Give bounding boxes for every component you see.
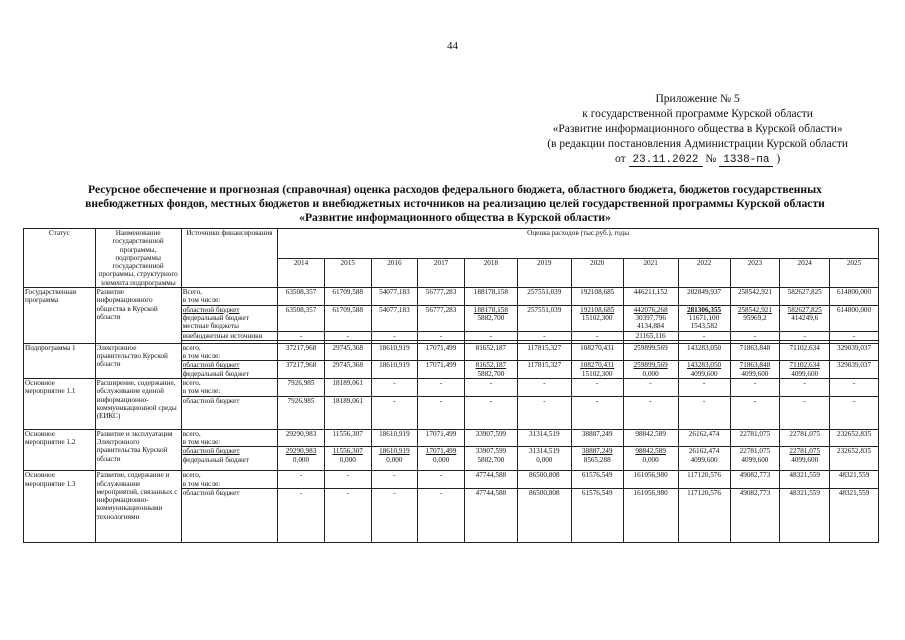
value-cell: 22781,075 bbox=[730, 429, 780, 447]
dash-cell: - bbox=[730, 396, 780, 429]
value-cell bbox=[278, 447, 325, 471]
value-cell bbox=[571, 305, 623, 331]
value-cell bbox=[371, 305, 418, 331]
row-name: Развитие информационного общества в Курской области bbox=[95, 288, 181, 344]
value-cell: 31314,519 bbox=[517, 429, 571, 447]
value-cell: 48321,559 bbox=[780, 471, 830, 489]
value-cell: 282849,937 bbox=[678, 288, 730, 306]
value-cell: 17071,499 bbox=[418, 429, 465, 447]
value-cell: 614800,000 bbox=[830, 288, 879, 306]
dash-cell: - bbox=[464, 331, 517, 340]
source-label: в том числе: bbox=[182, 479, 221, 488]
dash-cell: - bbox=[517, 379, 571, 397]
value-cell: 192108,685 bbox=[571, 288, 623, 306]
appendix-line-3: «Развитие информационного общества в Курской области» bbox=[552, 123, 843, 135]
value: 56777,283 bbox=[425, 305, 457, 314]
value: 281306,355 bbox=[686, 305, 722, 314]
value-cell: 61576,549 bbox=[571, 488, 623, 542]
value-cell: 29745,368 bbox=[324, 361, 371, 379]
value: 26162,474 bbox=[688, 447, 720, 456]
appendix-line-5 bbox=[547, 152, 848, 167]
header-status: Статус bbox=[24, 229, 96, 288]
value-cell: 11556,307 bbox=[324, 429, 371, 447]
dash-cell: - bbox=[678, 396, 730, 429]
value-cell bbox=[623, 447, 678, 471]
value-cell: 161056,980 bbox=[623, 488, 678, 542]
source-cell bbox=[181, 429, 277, 447]
document-title: Ресурсное обеспечение и прогнозная (справочная) оценка расходов федерального бюджета, областного бюджета, бюджетов государственных внебюджетных фондов, местных бюджетов и внебюджетных источников на реализацию целей государственной программы Курской области «Развитие информационного общества в Курской области» bbox=[85, 183, 825, 224]
source-cell bbox=[181, 288, 277, 306]
value-cell bbox=[464, 361, 517, 379]
value-cell bbox=[464, 447, 517, 471]
value-cell: 48321,559 bbox=[780, 488, 830, 542]
source-label: местные бюджеты bbox=[182, 322, 239, 331]
source-label: федеральный бюджет bbox=[182, 455, 249, 464]
value-cell: 81652,187 bbox=[464, 343, 517, 361]
value-cell: 18610,919 bbox=[371, 429, 418, 447]
value: 31314,519 bbox=[529, 447, 560, 456]
value-cell bbox=[371, 447, 418, 471]
value: 29290,983 bbox=[285, 447, 317, 456]
dash-cell: - bbox=[418, 331, 465, 340]
value: 614800,000 bbox=[836, 305, 872, 314]
appendix-line-4: (в редакции постановления Администрации Курской области bbox=[547, 138, 848, 150]
value-cell: 33907,599 bbox=[464, 429, 517, 447]
dash-cell: - bbox=[278, 471, 325, 489]
dash-cell: - bbox=[730, 331, 780, 340]
value-cell: 117120,576 bbox=[678, 471, 730, 489]
value: 22781,075 bbox=[739, 447, 771, 456]
source-label: Всего, bbox=[182, 288, 203, 297]
value: 5882,700 bbox=[477, 455, 505, 464]
value: 4099,600 bbox=[791, 455, 819, 464]
value: 61709,588 bbox=[332, 305, 363, 314]
value-cell: 61576,549 bbox=[571, 471, 623, 489]
value: 257551,039 bbox=[527, 305, 562, 314]
value-cell: 108270,431 bbox=[571, 343, 623, 361]
header-year: 2024 bbox=[780, 258, 830, 288]
dash-cell: - bbox=[830, 379, 879, 397]
value-cell: 17071,499 bbox=[418, 361, 465, 379]
value-cell: 259899,569 bbox=[623, 343, 678, 361]
value-cell bbox=[517, 447, 571, 471]
source-cell bbox=[181, 361, 277, 379]
row-status: Основное мероприятие 1.3 bbox=[24, 471, 96, 543]
value-cell: 37217,968 bbox=[278, 343, 325, 361]
value: 11556,307 bbox=[332, 447, 363, 456]
header-year: 2021 bbox=[623, 258, 678, 288]
value: 81652,187 bbox=[475, 361, 507, 370]
value-cell bbox=[730, 447, 780, 471]
value-cell: 329039,037 bbox=[830, 343, 879, 361]
value-cell: 63508,357 bbox=[278, 288, 325, 306]
value-cell: 446211,152 bbox=[623, 288, 678, 306]
value-cell: 38887,249 bbox=[571, 429, 623, 447]
value-cell bbox=[730, 361, 780, 379]
value-cell: 86500,808 bbox=[517, 488, 571, 542]
dash-cell: - bbox=[418, 396, 465, 429]
value: 0,000 bbox=[642, 369, 659, 378]
row-name: Развитие, содержание и обслуживание мероприятий, связанных с информационно-коммуникационными технологиями bbox=[95, 471, 181, 543]
dash-cell: - bbox=[678, 379, 730, 397]
value: 4099,600 bbox=[690, 369, 718, 378]
value: 258542,921 bbox=[737, 305, 772, 314]
value: 442076,268 bbox=[633, 305, 668, 314]
value: 5882,700 bbox=[477, 369, 505, 378]
dash-cell: - bbox=[780, 396, 830, 429]
dash-cell: - bbox=[678, 331, 730, 340]
dash-cell: - bbox=[464, 396, 517, 429]
value: 4134,884 bbox=[637, 322, 665, 331]
dash-cell: - bbox=[571, 379, 623, 397]
value: 4099,600 bbox=[791, 369, 819, 378]
value: 8565,288 bbox=[583, 455, 611, 464]
table-row bbox=[24, 429, 879, 447]
value: 0,000 bbox=[339, 455, 356, 464]
value-cell: 26162,474 bbox=[678, 429, 730, 447]
value: 1543,582 bbox=[690, 322, 718, 331]
dash-cell: - bbox=[780, 331, 830, 340]
source-cell bbox=[181, 305, 277, 331]
dash-cell: - bbox=[830, 331, 879, 340]
source-cell: областной бюджет bbox=[181, 396, 277, 429]
row-name: Электронное правительство Курской области bbox=[95, 343, 181, 378]
value: 38887,249 bbox=[581, 447, 613, 456]
value-cell: 7926,985 bbox=[278, 379, 325, 397]
value: 0,000 bbox=[536, 455, 553, 464]
value-cell: 17071,499 bbox=[418, 343, 465, 361]
value-cell: 54077,183 bbox=[371, 288, 418, 306]
dash-cell: - bbox=[730, 379, 780, 397]
dash-cell: - bbox=[371, 331, 418, 340]
row-status: Подпрограмма 1 bbox=[24, 343, 96, 378]
header-year: 2022 bbox=[678, 258, 730, 288]
header-year: 2016 bbox=[371, 258, 418, 288]
value: 15102,300 bbox=[581, 369, 613, 378]
value-cell bbox=[418, 305, 465, 331]
value-cell: 98842,589 bbox=[623, 429, 678, 447]
value-cell bbox=[730, 305, 780, 331]
source-label: всего, bbox=[182, 471, 201, 480]
value-cell: 56777,283 bbox=[418, 288, 465, 306]
value-cell bbox=[678, 361, 730, 379]
value: 54077,183 bbox=[379, 305, 410, 314]
source-label: всего, bbox=[182, 429, 201, 438]
value-cell: 117815,327 bbox=[517, 361, 571, 379]
header-year: 2025 bbox=[830, 258, 879, 288]
value-cell: 49082,773 bbox=[730, 488, 780, 542]
value-cell: 161056,980 bbox=[623, 471, 678, 489]
header-year: 2020 bbox=[571, 258, 623, 288]
value-cell: 7926,985 bbox=[278, 396, 325, 429]
value-cell: 258542,921 bbox=[730, 288, 780, 306]
appendix-line-1: Приложение № 5 bbox=[655, 93, 740, 105]
value-cell: 48321,559 bbox=[830, 471, 879, 489]
value-cell bbox=[464, 305, 517, 331]
dash-cell: - bbox=[371, 379, 418, 397]
dash-cell: - bbox=[571, 331, 623, 340]
value-cell bbox=[571, 447, 623, 471]
appendix-line-2: к государственной программе Курской области bbox=[582, 108, 813, 120]
dash-cell: - bbox=[324, 488, 371, 542]
value: 98842,589 bbox=[635, 447, 666, 456]
dash-cell: - bbox=[371, 488, 418, 542]
source-label: федеральный бюджет bbox=[182, 313, 249, 322]
table-row bbox=[24, 288, 879, 306]
dash-cell: - bbox=[278, 331, 325, 340]
value-cell: 29290,983 bbox=[278, 429, 325, 447]
source-label: федеральный бюджет bbox=[182, 369, 249, 378]
value-cell bbox=[324, 447, 371, 471]
value-cell bbox=[278, 305, 325, 331]
dash-cell: - bbox=[830, 396, 879, 429]
value: 17071,499 bbox=[425, 447, 457, 456]
value-cell: 47744,588 bbox=[464, 471, 517, 489]
source-cell bbox=[181, 343, 277, 361]
value-cell: 71863,848 bbox=[730, 343, 780, 361]
dash-cell: - bbox=[418, 471, 465, 489]
value: 18610,919 bbox=[379, 447, 410, 456]
source-cell: областной бюджет bbox=[181, 488, 277, 542]
value: 33907,599 bbox=[475, 447, 507, 456]
row-status: Основное мероприятие 1.1 bbox=[24, 379, 96, 430]
value-cell: 188178,158 bbox=[464, 288, 517, 306]
value-cell: 86500,808 bbox=[517, 471, 571, 489]
source-label: всего, bbox=[182, 343, 201, 352]
value-cell bbox=[517, 305, 571, 331]
value: 0,000 bbox=[292, 455, 310, 464]
source-label: в том числе: bbox=[182, 437, 221, 446]
value-cell bbox=[780, 447, 830, 471]
value: 108270,431 bbox=[580, 361, 615, 370]
header-year: 2017 bbox=[418, 258, 465, 288]
value: 11671,100 bbox=[688, 313, 720, 322]
source-cell bbox=[181, 471, 277, 489]
resource-table bbox=[23, 228, 879, 543]
value-cell: 18189,061 bbox=[324, 379, 371, 397]
value: 15102,300 bbox=[581, 313, 613, 322]
value-cell bbox=[830, 447, 879, 471]
dash-cell: - bbox=[324, 331, 371, 340]
value-cell bbox=[678, 447, 730, 471]
source-cell: внебюджетные источники bbox=[181, 331, 277, 340]
value-cell: 29745,368 bbox=[324, 343, 371, 361]
value-cell bbox=[780, 361, 830, 379]
value-cell: 61709,588 bbox=[324, 288, 371, 306]
dash-cell: - bbox=[324, 471, 371, 489]
source-label: всего, bbox=[182, 379, 201, 388]
table-row bbox=[24, 343, 879, 361]
value: 95969,2 bbox=[743, 313, 767, 322]
source-label: в том числе: bbox=[182, 352, 221, 361]
value-cell: 329039,037 bbox=[830, 361, 879, 379]
value: 143283,050 bbox=[686, 361, 722, 370]
row-name: Расширение, содержание, обслуживание единой информационно-коммуникационной среды (ЕИКС) bbox=[95, 379, 181, 430]
row-name: Развитие и эксплуатация Электронного правительства Курской области bbox=[95, 429, 181, 471]
value-cell bbox=[678, 305, 730, 331]
dash-cell: - bbox=[517, 396, 571, 429]
value: 71863,848 bbox=[739, 361, 771, 370]
value: 582627,825 bbox=[787, 305, 822, 314]
dash-cell: - bbox=[371, 471, 418, 489]
value-cell: 48321,559 bbox=[830, 488, 879, 542]
source-cell bbox=[181, 379, 277, 397]
value-cell: 257551,039 bbox=[517, 288, 571, 306]
value-cell bbox=[324, 305, 371, 331]
header-estimate: Оценка расходов (тыс.руб.), годы bbox=[278, 229, 879, 259]
dash-cell: - bbox=[623, 379, 678, 397]
value: 414249,6 bbox=[791, 313, 819, 322]
value-cell: 18610,919 bbox=[371, 343, 418, 361]
number-label: № bbox=[705, 153, 717, 165]
dash-cell: - bbox=[623, 396, 678, 429]
page-number: 44 bbox=[447, 40, 458, 52]
close-paren: ) bbox=[776, 153, 781, 165]
value-cell: 22781,075 bbox=[780, 429, 830, 447]
value: 4099,600 bbox=[690, 455, 718, 464]
decree-number: 1338-па bbox=[719, 154, 773, 167]
value: 22781,075 bbox=[789, 447, 820, 456]
value: 4099,600 bbox=[741, 369, 769, 378]
from-label: от bbox=[615, 153, 626, 165]
value-cell: 47744,588 bbox=[464, 488, 517, 542]
value-cell: 143283,050 bbox=[678, 343, 730, 361]
source-label: областной бюджет bbox=[182, 447, 240, 456]
dash-cell: - bbox=[571, 396, 623, 429]
value: 30397,796 bbox=[635, 313, 666, 322]
value: 188178,158 bbox=[473, 305, 508, 314]
source-label: в том числе: bbox=[182, 296, 221, 305]
value: 5882,700 bbox=[477, 313, 505, 322]
source-label: в том числе: bbox=[182, 387, 221, 396]
header-year: 2023 bbox=[730, 258, 780, 288]
header-source: Источники финансирования bbox=[181, 229, 277, 288]
row-status: Государственная программа bbox=[24, 288, 96, 344]
row-status: Основное мероприятие 1.2 bbox=[24, 429, 96, 471]
value-cell: 49082,773 bbox=[730, 471, 780, 489]
dash-cell: - bbox=[464, 379, 517, 397]
header-name: Наименование государственной программы, подпрограммы государственной программы, структурного элемента подпрограммы bbox=[95, 229, 181, 288]
value-cell: 18610,919 bbox=[371, 361, 418, 379]
value: 259899,569 bbox=[633, 361, 668, 370]
value-cell: 117815,327 bbox=[517, 343, 571, 361]
dash-cell: - bbox=[418, 379, 465, 397]
value: 63508,357 bbox=[285, 305, 317, 314]
appendix-block bbox=[547, 92, 848, 167]
header-year: 2019 bbox=[517, 258, 571, 288]
value-cell bbox=[623, 361, 678, 379]
value: 232652,835 bbox=[836, 447, 872, 456]
value-cell: 232652,835 bbox=[830, 429, 879, 447]
source-cell bbox=[181, 447, 277, 471]
header-year: 2015 bbox=[324, 258, 371, 288]
header-row-1 bbox=[24, 229, 879, 259]
value-cell: 21165,116 bbox=[623, 331, 678, 340]
value: 0,000 bbox=[386, 455, 403, 464]
header-year: 2018 bbox=[464, 258, 517, 288]
value-cell: 37217,968 bbox=[278, 361, 325, 379]
dash-cell: - bbox=[418, 488, 465, 542]
table-row bbox=[24, 471, 879, 489]
value-cell: 582627,825 bbox=[780, 288, 830, 306]
source-label: областной бюджет bbox=[182, 361, 240, 370]
value: 0,000 bbox=[432, 455, 450, 464]
value-cell: 71102,634 bbox=[780, 343, 830, 361]
value-cell: 18189,061 bbox=[324, 396, 371, 429]
dash-cell: - bbox=[371, 396, 418, 429]
value: 0,000 bbox=[642, 455, 659, 464]
table-row bbox=[24, 379, 879, 397]
value-cell bbox=[623, 305, 678, 331]
source-label: областной бюджет bbox=[182, 305, 240, 314]
value: 192108,685 bbox=[580, 305, 615, 314]
dash-cell: - bbox=[780, 379, 830, 397]
value: 4099,600 bbox=[741, 455, 769, 464]
value: 71102,634 bbox=[789, 361, 820, 370]
value-cell bbox=[418, 447, 465, 471]
dash-cell: - bbox=[517, 331, 571, 340]
dash-cell: - bbox=[278, 488, 325, 542]
value-cell bbox=[571, 361, 623, 379]
value-cell bbox=[830, 305, 879, 331]
decree-date: 23.11.2022 bbox=[629, 154, 703, 167]
header-year: 2014 bbox=[278, 258, 325, 288]
value-cell bbox=[780, 305, 830, 331]
value-cell: 117120,576 bbox=[678, 488, 730, 542]
